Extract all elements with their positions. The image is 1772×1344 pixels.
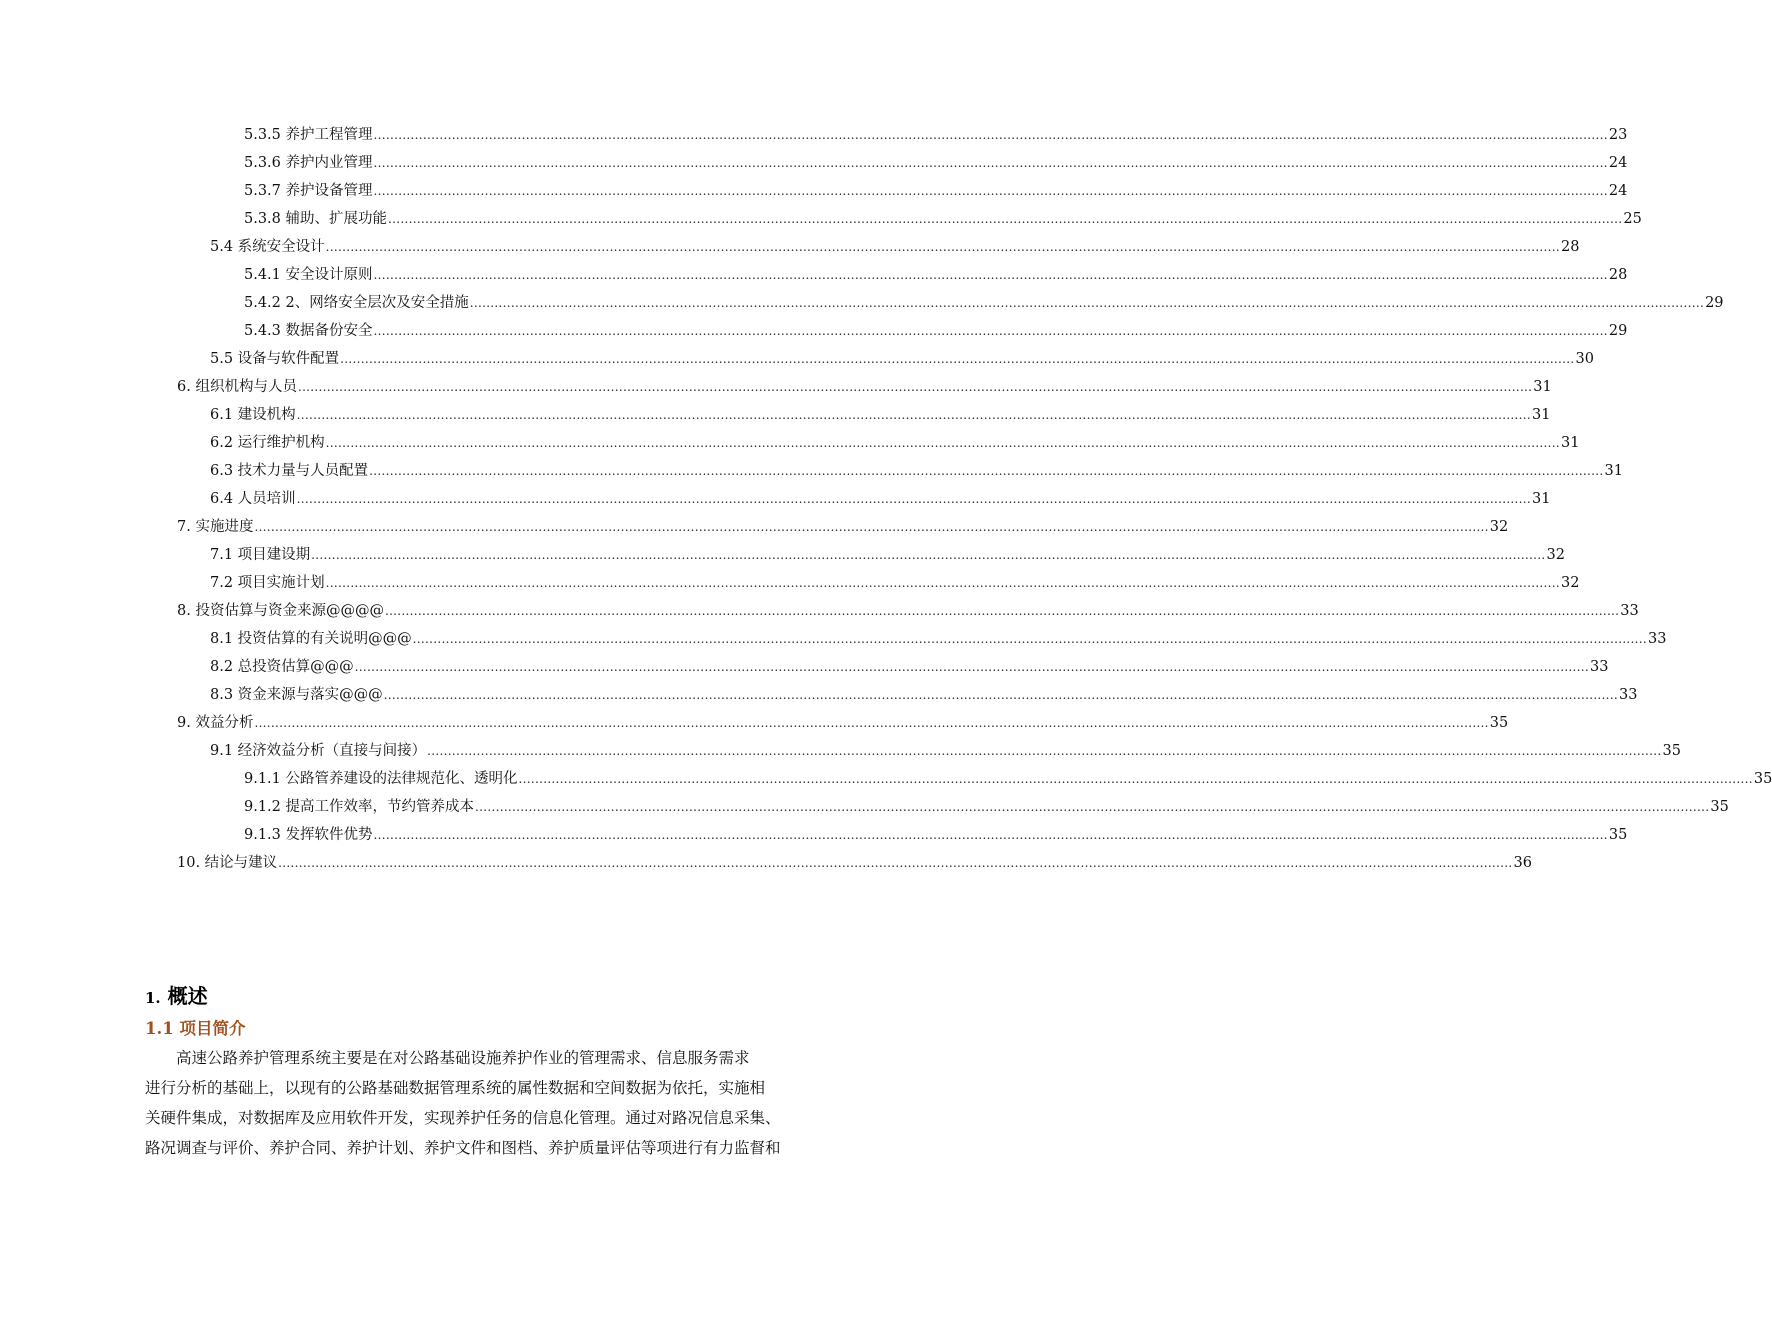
toc-entry-title: 5.3.8 辅助、扩展功能: [244, 211, 388, 227]
table-of-contents: [0, 121, 1772, 877]
toc-entry-title: 5.4.1 安全设计原则: [244, 267, 373, 283]
toc-entry-title: 6.3 技术力量与人员配置: [210, 463, 369, 479]
toc-entry-title: 9.1 经济效益分析（直接与间接）: [210, 743, 427, 759]
toc-entry[interactable]: [0, 681, 1638, 709]
toc-page-number: 33: [1648, 631, 1667, 647]
toc-entry-title: 7.1 项目建设期: [210, 547, 311, 563]
toc-leader-dots: ............................................................................................................................................................................................................................................................................................................: [427, 744, 1662, 758]
toc-page-number: 35: [1710, 799, 1729, 815]
toc-leader-dots: ............................................................................................................................................................................................................................................................................................................: [384, 604, 1620, 618]
toc-page-number: 33: [1590, 659, 1609, 675]
toc-page-number: 30: [1575, 351, 1594, 367]
toc-page-number: 29: [1608, 323, 1628, 339]
toc-page-number: 32: [1546, 547, 1565, 563]
toc-entry-title: 7. 实施进度: [177, 519, 254, 535]
toc-page-number: 35: [1608, 827, 1628, 843]
toc-entry-title: 7.2 项目实施计划: [210, 575, 325, 591]
section-number: 1.: [145, 989, 161, 1007]
toc-entry-title: 6.1 建设机构: [210, 407, 296, 423]
toc-entry[interactable]: [0, 793, 1729, 821]
toc-leader-dots: ............................................................................................................................................................................................................................................................................................................: [296, 408, 1532, 422]
toc-entry[interactable]: [0, 597, 1639, 625]
toc-leader-dots: ............................................................................................................................................................................................................................................................................................................: [311, 548, 1546, 562]
toc-page-number: 31: [1532, 491, 1551, 507]
toc-entry[interactable]: [0, 709, 1509, 737]
toc-page-number: 29: [1705, 295, 1724, 311]
toc-entry[interactable]: [0, 233, 1580, 261]
toc-entry-title: 8.2 总投资估算@@@: [210, 659, 354, 675]
toc-entry[interactable]: [0, 625, 1667, 653]
toc-leader-dots: ............................................................................................................................................................................................................................................................................................................: [373, 156, 1608, 170]
section-heading: [145, 980, 208, 1009]
toc-leader-dots: ............................................................................................................................................................................................................................................................................................................: [325, 576, 1561, 590]
toc-leader-dots: ............................................................................................................................................................................................................................................................................................................: [354, 660, 1590, 674]
toc-entry[interactable]: [0, 765, 1772, 793]
toc-entry-title: 8.3 资金来源与落实@@@: [210, 687, 383, 703]
toc-leader-dots: ............................................................................................................................................................................................................................................................................................................: [278, 856, 1513, 870]
toc-entry[interactable]: [0, 457, 1623, 485]
toc-leader-dots: ............................................................................................................................................................................................................................................................................................................: [469, 296, 1705, 310]
toc-page-number: 33: [1619, 687, 1638, 703]
toc-entry-title: 6.2 运行维护机构: [210, 435, 325, 451]
paragraph-line: 进行分析的基础上，以现有的公路基础数据管理系统的属性数据和空间数据为依托，实施相: [145, 1079, 766, 1097]
toc-entry[interactable]: [0, 289, 1724, 317]
toc-page-number: 23: [1608, 127, 1628, 143]
toc-entry-title: 5.5 设备与软件配置: [210, 351, 340, 367]
toc-page-number: 32: [1489, 519, 1509, 535]
toc-entry[interactable]: [0, 485, 1551, 513]
toc-entry[interactable]: [0, 261, 1628, 289]
body-paragraph: [145, 1043, 808, 1163]
toc-leader-dots: ............................................................................................................................................................................................................................................................................................................: [373, 128, 1608, 142]
toc-leader-dots: ............................................................................................................................................................................................................................................................................................................: [297, 380, 1533, 394]
toc-entry-title: 6. 组织机构与人员: [177, 379, 297, 395]
toc-entry-title: 10. 结论与建议: [177, 855, 278, 871]
toc-entry[interactable]: [0, 149, 1628, 177]
toc-leader-dots: ............................................................................................................................................................................................................................................................................................................: [373, 184, 1608, 198]
toc-entry-title: 8. 投资估算与资金来源@@@@: [177, 603, 384, 619]
toc-entry-title: 9.1.3 发挥软件优势: [244, 827, 373, 843]
toc-leader-dots: ............................................................................................................................................................................................................................................................................................................: [254, 716, 1489, 730]
toc-page-number: 24: [1608, 183, 1628, 199]
toc-entry[interactable]: [0, 653, 1609, 681]
toc-page-number: 25: [1623, 211, 1642, 227]
toc-page-number: 32: [1561, 575, 1580, 591]
toc-page-number: 24: [1608, 155, 1628, 171]
paragraph-line: 关硬件集成，对数据库及应用软件开发，实现养护任务的信息化管理。通过对路况信息采集、: [145, 1109, 781, 1127]
toc-leader-dots: ............................................................................................................................................................................................................................................................................................................: [373, 324, 1608, 338]
toc-entry-title: 9.1.1 公路管养建设的法律规范化、透明化: [244, 771, 518, 787]
toc-entry[interactable]: [0, 569, 1580, 597]
toc-leader-dots: ............................................................................................................................................................................................................................................................................................................: [373, 268, 1608, 282]
toc-entry-title: 5.3.5 养护工程管理: [244, 127, 373, 143]
toc-page-number: 31: [1561, 435, 1580, 451]
toc-leader-dots: ............................................................................................................................................................................................................................................................................................................: [383, 688, 1619, 702]
toc-leader-dots: ............................................................................................................................................................................................................................................................................................................: [296, 492, 1532, 506]
toc-entry[interactable]: [0, 401, 1551, 429]
toc-entry-title: 5.3.7 养护设备管理: [244, 183, 373, 199]
toc-entry[interactable]: [0, 541, 1565, 569]
toc-leader-dots: ............................................................................................................................................................................................................................................................................................................: [475, 800, 1710, 814]
toc-page-number: 35: [1753, 771, 1772, 787]
toc-entry[interactable]: [0, 205, 1642, 233]
toc-entry-title: 5.4.2 2、网络安全层次及安全措施: [244, 295, 469, 311]
paragraph-line: 路况调查与评价、养护合同、养护计划、养护文件和图档、养护质量评估等项进行有力监督和: [145, 1139, 781, 1157]
toc-entry[interactable]: [0, 737, 1681, 765]
toc-entry-title: 5.3.6 养护内业管理: [244, 155, 373, 171]
toc-leader-dots: ............................................................................................................................................................................................................................................................................................................: [412, 632, 1648, 646]
toc-page-number: 31: [1533, 379, 1552, 395]
toc-leader-dots: ............................................................................................................................................................................................................................................................................................................: [325, 436, 1561, 450]
toc-leader-dots: ............................................................................................................................................................................................................................................................................................................: [518, 772, 1753, 786]
section-title: 概述: [167, 984, 208, 1008]
toc-leader-dots: ............................................................................................................................................................................................................................................................................................................: [388, 212, 1623, 226]
toc-entry-title: 5.4.3 数据备份安全: [244, 323, 373, 339]
paragraph-line: 高速公路养护管理系统主要是在对公路基础设施养护作业的管理需求、信息服务需求: [176, 1049, 750, 1067]
toc-entry[interactable]: [0, 317, 1628, 345]
toc-leader-dots: ............................................................................................................................................................................................................................................................................................................: [325, 240, 1561, 254]
toc-leader-dots: ............................................................................................................................................................................................................................................................................................................: [340, 352, 1575, 366]
toc-entry[interactable]: [0, 121, 1628, 149]
toc-entry-title: 5.4 系统安全设计: [210, 239, 325, 255]
toc-leader-dots: ............................................................................................................................................................................................................................................................................................................: [254, 520, 1489, 534]
toc-entry[interactable]: [0, 849, 1532, 877]
toc-page-number: 28: [1608, 267, 1628, 283]
subsection-heading: 1.1 项目简介: [145, 1019, 246, 1038]
toc-page-number: 31: [1604, 463, 1623, 479]
toc-entry-title: 9. 效益分析: [177, 715, 254, 731]
toc-page-number: 28: [1561, 239, 1580, 255]
toc-leader-dots: ............................................................................................................................................................................................................................................................................................................: [373, 828, 1608, 842]
toc-page-number: 35: [1662, 743, 1681, 759]
toc-leader-dots: ............................................................................................................................................................................................................................................................................................................: [369, 464, 1604, 478]
toc-page-number: 33: [1620, 603, 1639, 619]
toc-entry-title: 8.1 投资估算的有关说明@@@: [210, 631, 412, 647]
toc-entry[interactable]: [0, 177, 1628, 205]
toc-entry[interactable]: [0, 373, 1552, 401]
toc-page-number: 35: [1489, 715, 1509, 731]
toc-entry[interactable]: [0, 513, 1509, 541]
toc-page-number: 36: [1513, 855, 1532, 871]
toc-page-number: 31: [1532, 407, 1551, 423]
toc-entry-title: 6.4 人员培训: [210, 491, 296, 507]
toc-entry[interactable]: [0, 821, 1628, 849]
toc-entry-title: 9.1.2 提高工作效率，节约管养成本: [244, 799, 475, 815]
toc-entry[interactable]: [0, 429, 1580, 457]
toc-entry[interactable]: [0, 345, 1594, 373]
